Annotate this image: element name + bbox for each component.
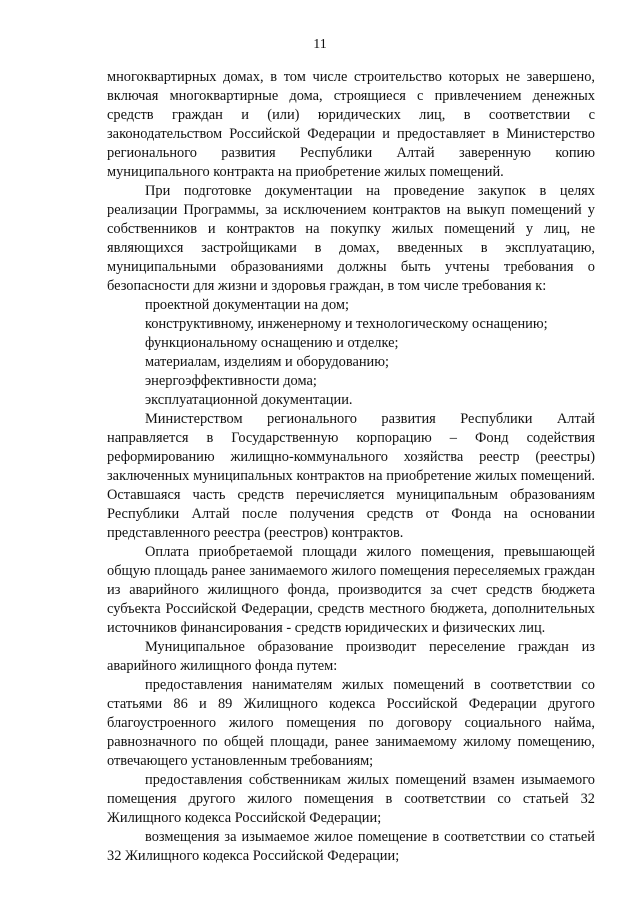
- list-item-functional: функциональному оснащению и отделке;: [145, 335, 399, 351]
- paragraph-payment: Оплата приобретаемой площади жилого помещения, превышающей общую площадь ранее занимаемого жилого помещения переселяемых граждан из аварийного жилищного фонда, производится за счет средств бюджета субъекта Российской Федерации, средств местного бюджета, дополнительных источников финансирования - средств юридических и физических лиц.: [107, 544, 595, 636]
- list-item-operational-docs: эксплуатационной документации.: [145, 392, 353, 408]
- page-number: 11: [313, 37, 327, 52]
- paragraph-resettlement-intro: Муниципальное образование производит переселение граждан из аварийного жилищного фонда путем:: [107, 639, 595, 674]
- paragraph-ministry-registry: Министерством регионального развития Республики Алтай направляется в Государственную корпорацию – Фонд содействия реформированию жилищно-коммунального хозяйства реестр (реестры) заключенных муниципальных контрактов на приобретение жилых помещений. Оставшаяся часть средств перечисляется муниципальным образованиям Республики Алтай после получения средств от Фонда на основании представленного реестра (реестров) контрактов.: [107, 411, 595, 541]
- list-item-energy: энергоэффективности дома;: [145, 373, 317, 389]
- list-item-structural: конструктивному, инженерному и технологическому оснащению;: [145, 316, 548, 332]
- list-item-project-docs: проектной документации на дом;: [145, 297, 350, 313]
- list-item-owners: предоставления собственникам жилых помещений взамен изымаемого помещения другого жилого помещения в соответствии со статьей 32 Жилищного кодекса Российской Федерации;: [107, 772, 595, 826]
- list-item-materials: материалам, изделиям и оборудованию;: [145, 354, 389, 370]
- document-body: [107, 68, 595, 866]
- list-item-tenants: предоставления нанимателям жилых помещений в соответствии со статьями 86 и 89 Жилищного кодекса Российской Федерации другого благоустроенного жилого помещения по договору социального найма, равнозначного по общей площади, ранее занимаемому жилому помещению, отвечающего установленным требованиям;: [107, 677, 595, 769]
- list-item-compensation: возмещения за изымаемое жилое помещение в соответствии со статьей 32 Жилищного кодекса Российской Федерации;: [107, 829, 595, 864]
- paragraph-requirements-intro: При подготовке документации на проведение закупок в целях реализации Программы, за исключением контрактов на выкуп помещений у собственников и контрактов на покупку жилых помещений у лиц, не являющихся застройщиками в домах, введенных в эксплуатацию, муниципальными образованиями должны быть учтены требования о безопасности для жизни и здоровья граждан, в том числе требования к:: [107, 183, 595, 294]
- paragraph-continuation: многоквартирных домах, в том числе строительство которых не завершено, включая многоквартирные дома, строящиеся с привлечением денежных средств граждан и (или) юридических лиц, в соответствии с законодательством Российской Федерации и предоставляет в Министерство регионального развития Республики Алтай заверенную копию муниципального контракта на приобретение жилых помещений.: [107, 69, 595, 180]
